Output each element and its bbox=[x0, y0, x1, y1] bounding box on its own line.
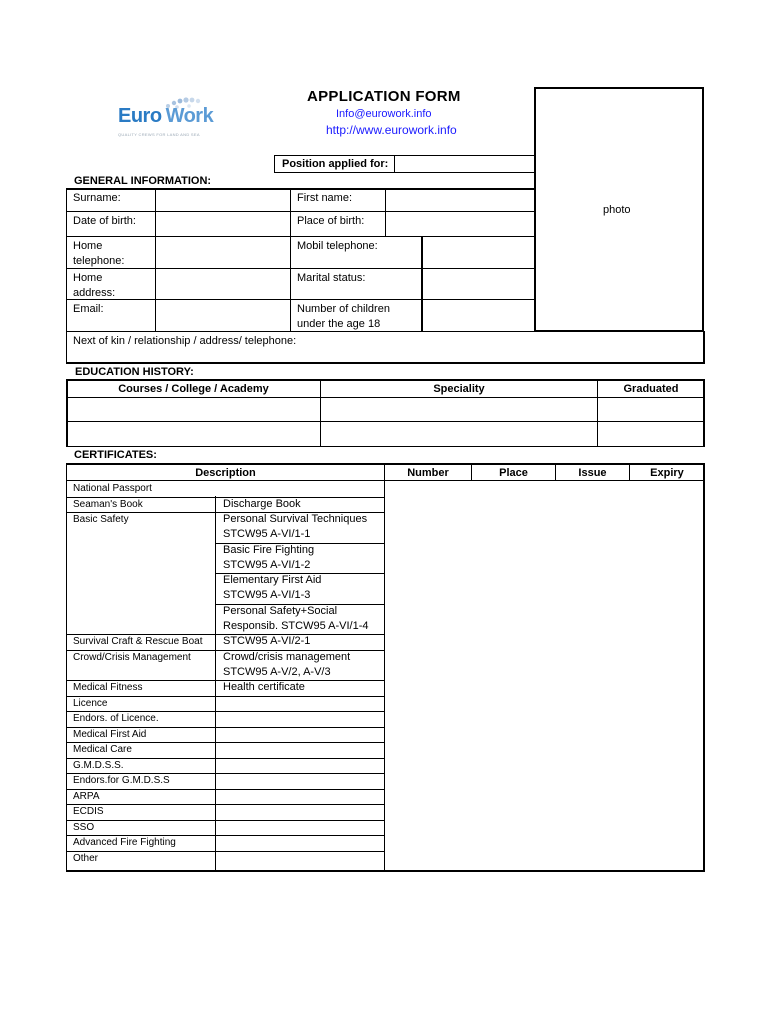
certificates-heading: CERTIFICATES: bbox=[74, 449, 157, 461]
certificate-row[interactable] bbox=[67, 696, 703, 712]
email-link[interactable]: Info@eurowork.info bbox=[336, 108, 432, 120]
cert-col-place: Place bbox=[499, 467, 528, 479]
form-title: APPLICATION FORM bbox=[307, 88, 461, 105]
position-input[interactable] bbox=[394, 155, 535, 173]
certificate-row[interactable] bbox=[67, 680, 703, 696]
certificate-row[interactable] bbox=[67, 789, 703, 805]
certificate-row[interactable] bbox=[67, 727, 703, 743]
home-address-input[interactable] bbox=[156, 269, 289, 299]
photo-label: photo bbox=[603, 204, 631, 216]
certificate-name: Medical Care bbox=[73, 744, 132, 755]
website-link[interactable]: http://www.eurowork.info bbox=[326, 123, 457, 137]
logo-euro-text: Euro bbox=[118, 105, 162, 127]
home-address-label: Home address: bbox=[73, 272, 116, 299]
date-of-birth-input[interactable] bbox=[156, 212, 289, 236]
education-col-speciality: Speciality bbox=[433, 383, 485, 395]
certificate-description: Personal Safety+Social Responsib. STCW95 A-VI/1-4 bbox=[223, 604, 369, 632]
certificate-name: Crowd/Crisis Management bbox=[73, 651, 191, 663]
cert-col-expiry: Expiry bbox=[650, 467, 684, 479]
marital-status-label: Marital status: bbox=[297, 272, 366, 284]
cert-col-issue: Issue bbox=[578, 467, 607, 479]
certificate-name: National Passport bbox=[73, 483, 152, 494]
logo-tagline: QUALITY CREWS FOR LAND AND SEA bbox=[118, 132, 200, 137]
marital-status-input[interactable] bbox=[423, 269, 533, 299]
certificate-name: Endors.for G.M.D.S.S bbox=[73, 775, 170, 786]
certificate-row[interactable] bbox=[67, 604, 703, 635]
email-input[interactable] bbox=[156, 300, 289, 331]
certificate-name: Advanced Fire Fighting bbox=[73, 837, 176, 848]
first-name-input[interactable] bbox=[386, 189, 533, 211]
certificate-name: SSO bbox=[73, 821, 95, 833]
certificate-row[interactable] bbox=[67, 758, 703, 774]
certificate-name: G.M.D.S.S. bbox=[73, 759, 124, 771]
certificate-row[interactable] bbox=[67, 512, 703, 543]
education-col-courses: Courses / College / Academy bbox=[118, 383, 269, 395]
certificate-name: Basic Safety bbox=[73, 514, 129, 525]
certificate-name: ECDIS bbox=[73, 806, 104, 817]
children-input[interactable] bbox=[423, 300, 533, 331]
certificate-row[interactable] bbox=[67, 711, 703, 727]
certificate-description: Discharge Book bbox=[223, 497, 301, 510]
education-row-2[interactable] bbox=[67, 422, 703, 446]
certificate-description: Elementary First Aid STCW95 A-VI/1-3 bbox=[223, 574, 322, 601]
certificate-name: Medical First Aid bbox=[73, 728, 147, 740]
logo-work-text: Work bbox=[165, 105, 214, 127]
certificate-name: Survival Craft & Rescue Boat bbox=[73, 636, 203, 647]
next-of-kin-input[interactable] bbox=[330, 332, 702, 361]
place-of-birth-input[interactable] bbox=[386, 212, 533, 236]
home-telephone-label: Home telephone: bbox=[73, 240, 125, 267]
certificate-row[interactable] bbox=[67, 804, 703, 820]
certificate-row[interactable] bbox=[67, 851, 703, 867]
certificate-name: Endors. of Licence. bbox=[73, 713, 159, 724]
date-of-birth-label: Date of birth: bbox=[73, 215, 136, 227]
certificate-name: Medical Fitness bbox=[73, 682, 143, 693]
certificate-row[interactable] bbox=[67, 543, 703, 574]
certificate-row[interactable] bbox=[67, 497, 703, 513]
eurowork-logo bbox=[118, 96, 218, 142]
certificate-row[interactable] bbox=[67, 573, 703, 604]
surname-input[interactable] bbox=[156, 189, 289, 211]
mobil-telephone-label: Mobil telephone: bbox=[297, 240, 378, 252]
certificate-description: Personal Survival Techniques STCW95 A-VI/1-1 bbox=[223, 513, 368, 540]
certificate-description: Crowd/crisis management STCW95 A-V/2, A-V/3 bbox=[223, 650, 351, 678]
general-heading: GENERAL INFORMATION: bbox=[74, 175, 212, 187]
place-of-birth-label: Place of birth: bbox=[297, 215, 365, 227]
certificate-description: Basic Fire Fighting STCW95 A-VI/1-2 bbox=[223, 543, 315, 571]
certificate-name: Licence bbox=[73, 697, 108, 709]
email-label: Email: bbox=[73, 303, 104, 315]
mobil-telephone-input[interactable] bbox=[423, 237, 533, 268]
certificate-row[interactable] bbox=[67, 481, 703, 497]
first-name-label: First name: bbox=[297, 192, 353, 204]
education-row-1[interactable] bbox=[67, 398, 703, 421]
certificate-row[interactable] bbox=[67, 742, 703, 758]
certificate-row[interactable] bbox=[67, 820, 703, 836]
surname-label: Surname: bbox=[73, 192, 121, 204]
certificate-name: Seaman's Book bbox=[73, 498, 143, 510]
position-label: Position applied for: bbox=[282, 158, 389, 170]
education-col-graduated: Graduated bbox=[623, 383, 679, 395]
certificate-description: STCW95 A-VI/2-1 bbox=[223, 635, 311, 647]
next-of-kin-label: Next of kin / relationship / address/ telephone: bbox=[73, 335, 297, 347]
children-label: Number of children under the age 18 bbox=[297, 303, 390, 330]
certificate-name: Other bbox=[73, 852, 99, 864]
certificate-name: ARPA bbox=[73, 790, 100, 802]
cert-col-description: Description bbox=[195, 467, 256, 479]
home-telephone-input[interactable] bbox=[156, 237, 289, 268]
cert-col-number: Number bbox=[407, 467, 449, 479]
education-heading: EDUCATION HISTORY: bbox=[75, 366, 194, 378]
certificate-description: Health certificate bbox=[223, 681, 305, 693]
